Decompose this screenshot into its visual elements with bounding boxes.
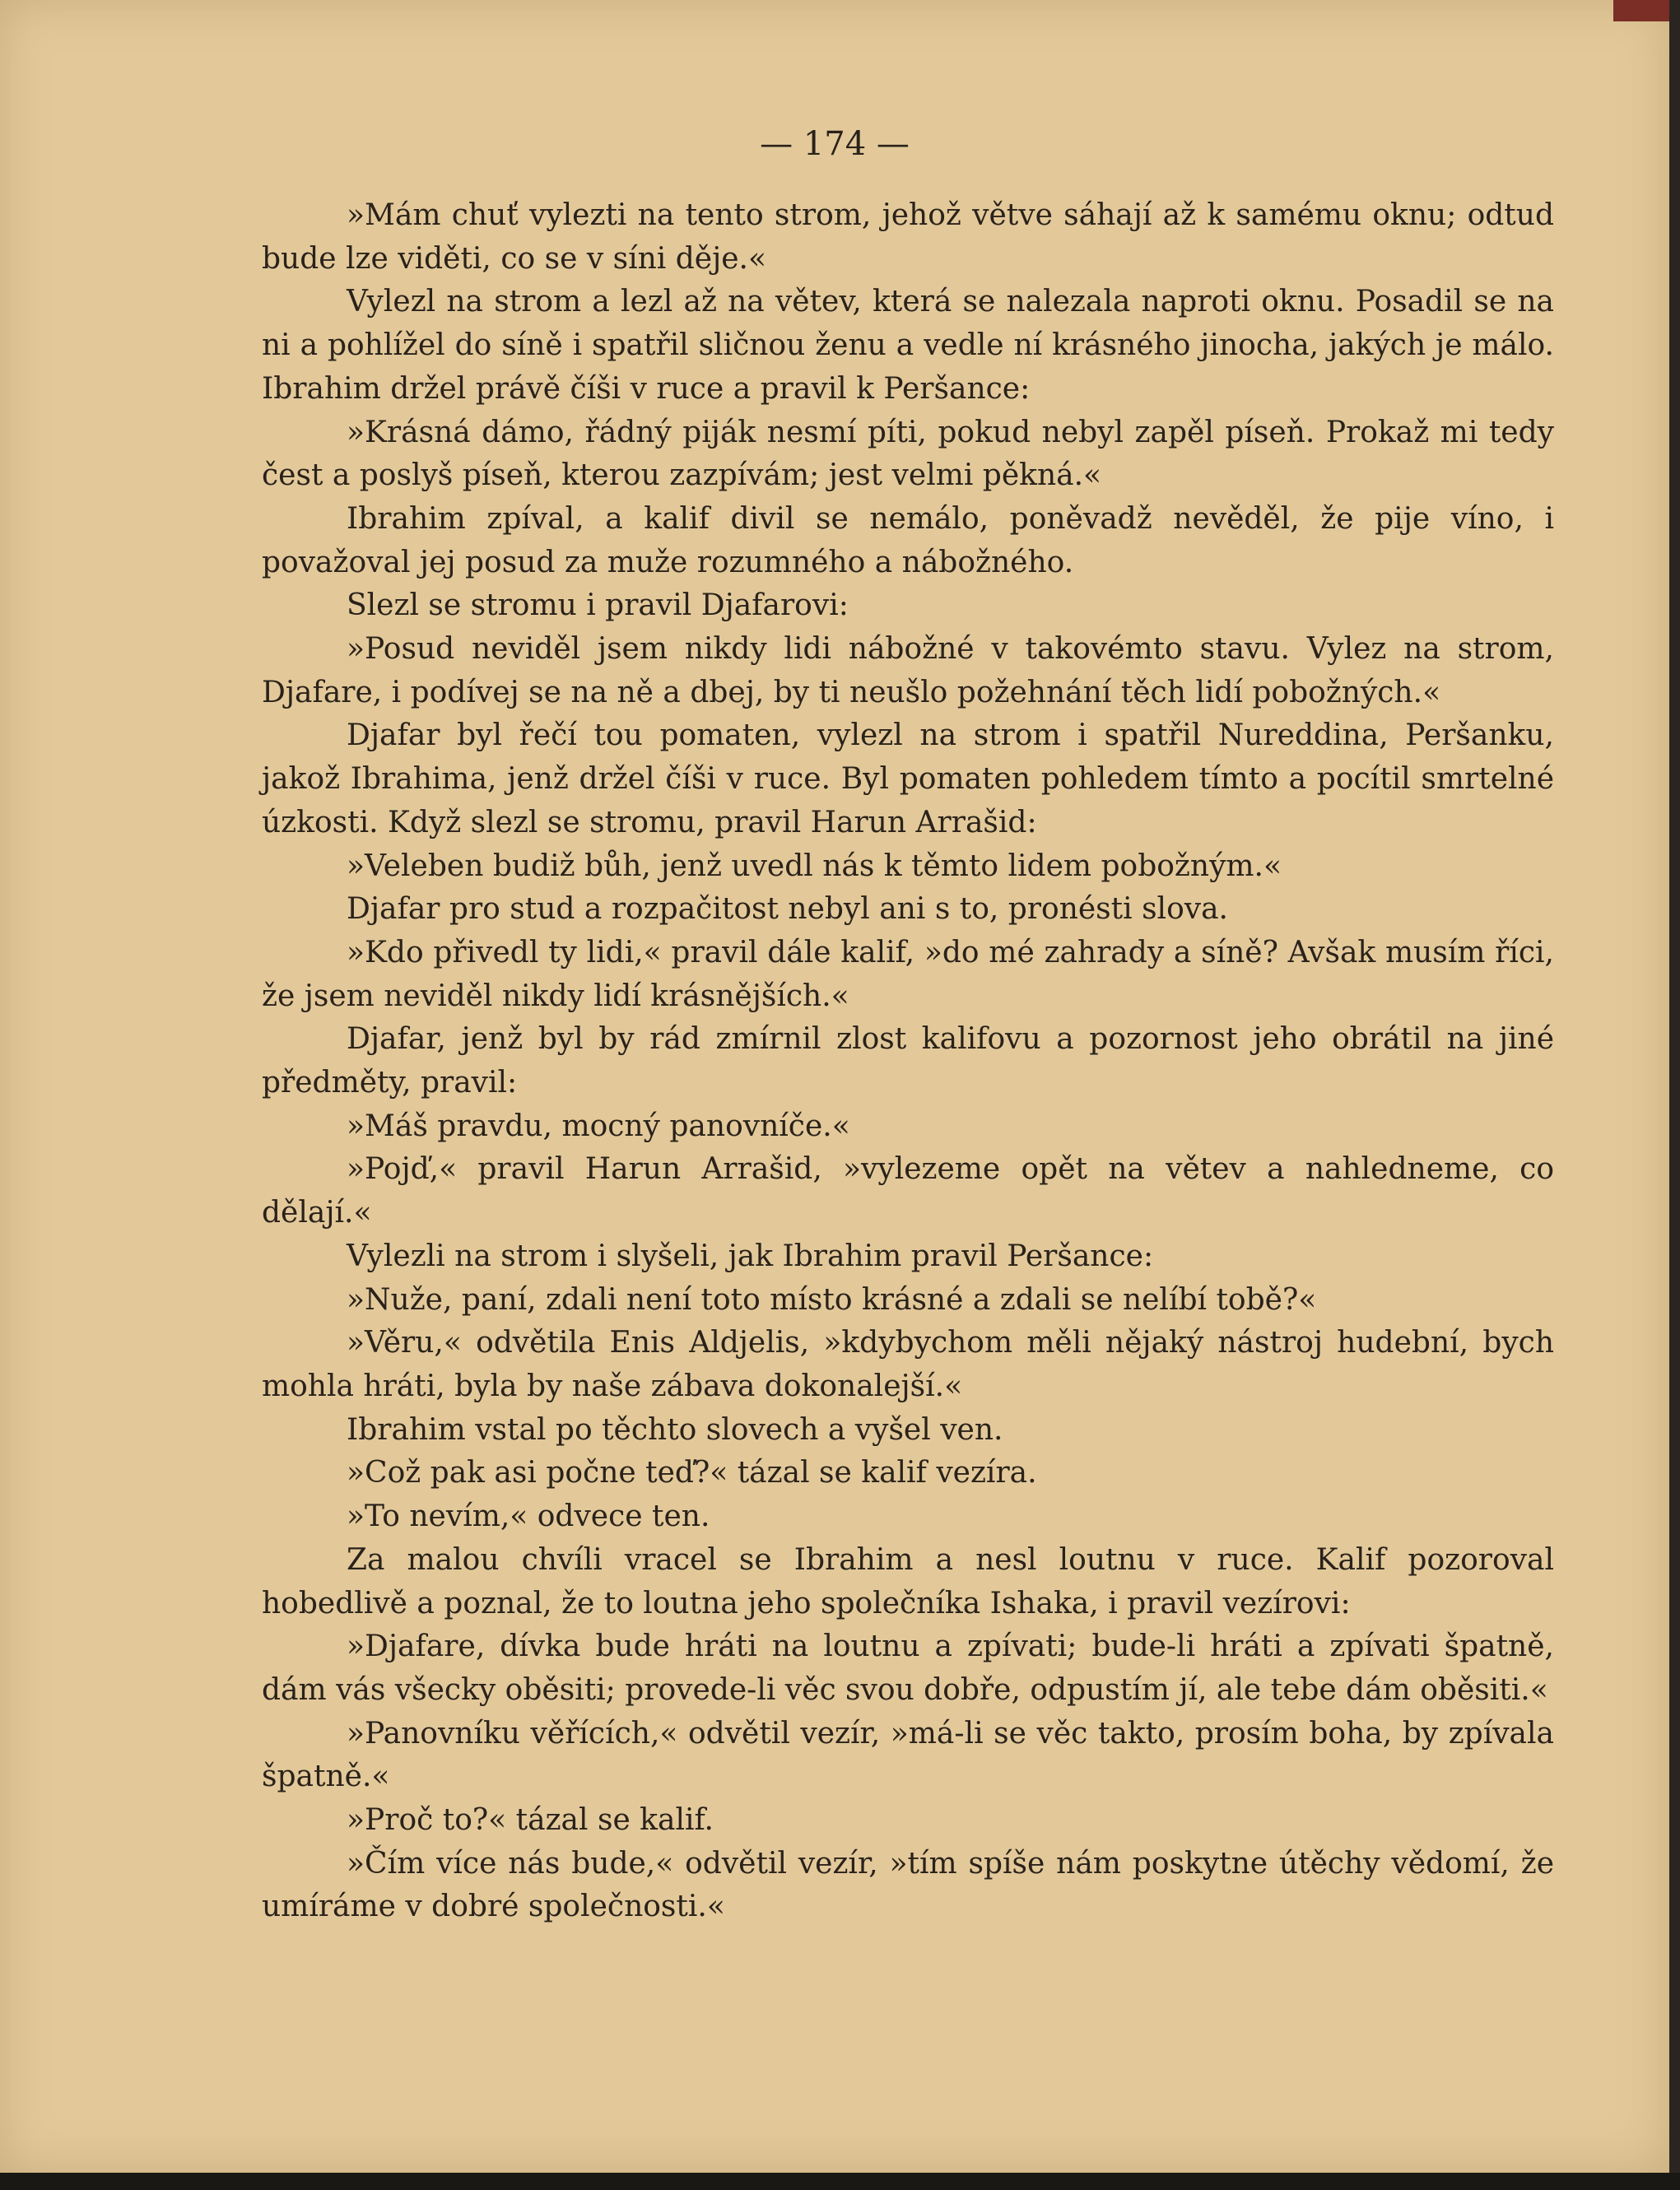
paragraph: »Djafare, dívka bude hráti na loutnu a zpívati; bude-li hráti a zpívati špatně, dám vás všecky oběsiti; provede-li věc svou dobře, odpustím jí, ale tebe dám oběsiti.« — [262, 1630, 1554, 1707]
paragraph: »Mám chuť vylezti na tento strom, jehož větve sáhají až k samému oknu; odtud bude lze viděti, co se v síni děje.« — [262, 198, 1554, 276]
paragraph: Djafar byl řečí tou pomaten, vylezl na strom i spatřil Nureddina, Peršanku, jakož Ibrahima, jenž držel číši v ruce. Byl pomaten pohledem tímto a pocítil smrtelné úzkosti. Když slezl se stromu, pravil Harun Arrašid: — [262, 718, 1554, 839]
paragraph: »Což pak asi počne teď?« tázal se kalif vezíra. — [347, 1456, 1037, 1490]
paragraph: Ibrahim zpíval, a kalif divil se nemálo, poněvadž nevěděl, že pije víno, i považoval jej posud za muže rozumného a nábožného. — [262, 501, 1554, 579]
scan-bottom-border — [0, 2173, 1680, 2190]
page-text — [262, 194, 1554, 1929]
paragraph: »Kdo přivedl ty lidi,« pravil dále kalif, »do mé zahrady a síně? Avšak musím říci, že jsem neviděl nikdy lidí krásnějších.« — [262, 935, 1554, 1013]
paragraph: Ibrahim vstal po těchto slovech a vyšel ven. — [347, 1412, 1003, 1447]
paragraph: »Nuže, paní, zdali není toto místo krásné a zdali se nelíbí tobě?« — [347, 1282, 1317, 1317]
paragraph: »To nevím,« odvece ten. — [347, 1500, 710, 1534]
paragraph: »Proč to?« tázal se kalif. — [347, 1803, 714, 1838]
paragraph: »Krásná dámo, řádný piják nesmí píti, pokud nebyl zapěl píseň. Prokaž mi tedy čest a poslyš píseň, kterou zazpívám; jest velmi pěkná.« — [262, 415, 1554, 493]
paragraph: Vylezl na strom a lezl až na větev, která se nalezala naproti oknu. Posadil se na ni a pohlížel do síně i spatřil sličnou ženu a vedle ní krásného jinocha, jakých je málo. Ibrahim držel právě číši v ruce a pravil k Peršance: — [262, 285, 1554, 406]
paragraph: Slezl se stromu i pravil Djafarovi: — [347, 588, 849, 623]
paragraph: »Posud neviděl jsem nikdy lidi nábožné v takovémto stavu. Vylez na strom, Djafare, i podívej se na ně a dbej, by ti neušlo požehnání těch lidí pobožných.« — [262, 632, 1554, 709]
paragraph: Djafar pro stud a rozpačitost nebyl ani s to, pronésti slova. — [347, 892, 1228, 927]
paragraph: Djafar, jenž byl by rád zmírnil zlost kalifovu a pozornost jeho obrátil na jiné předměty, pravil: — [262, 1022, 1554, 1100]
paragraph: Vylezli na strom i slyšeli, jak Ibrahim pravil Peršance: — [347, 1239, 1154, 1273]
paragraph: »Čím více nás bude,« odvětil vezír, »tím spíše nám poskytne útěchy vědomí, že umíráme v dobré společnosti.« — [262, 1846, 1554, 1924]
paragraph: »Veleben budiž bůh, jenž uvedl nás k těmto lidem pobožným.« — [347, 849, 1282, 883]
paragraph: »Věru,« odvětila Enis Aldjelis, »kdybychom měli nějaký nástroj hudební, bych mohla hráti, byla by naše zábava dokonalejší.« — [262, 1326, 1554, 1403]
page-edge-mark — [1613, 0, 1669, 21]
paragraph: »Panovníku věřících,« odvětil vezír, »má-li se věc takto, prosím boha, by zpívala špatně.« — [262, 1716, 1554, 1794]
paragraph: »Máš pravdu, mocný panovníče.« — [347, 1109, 850, 1143]
paragraph: Za malou chvíli vracel se Ibrahim a nesl loutnu v ruce. Kalif pozoroval hobedlivě a poznal, že to loutna jeho společníka Ishaka, i pravil vezírovi: — [262, 1542, 1554, 1620]
page-number: — 174 — — [760, 125, 910, 163]
scan-right-border — [1669, 0, 1680, 2190]
paragraph: »Pojď,« pravil Harun Arrašid, »vylezeme opět na větev a nahledneme, co dělají.« — [262, 1152, 1554, 1230]
